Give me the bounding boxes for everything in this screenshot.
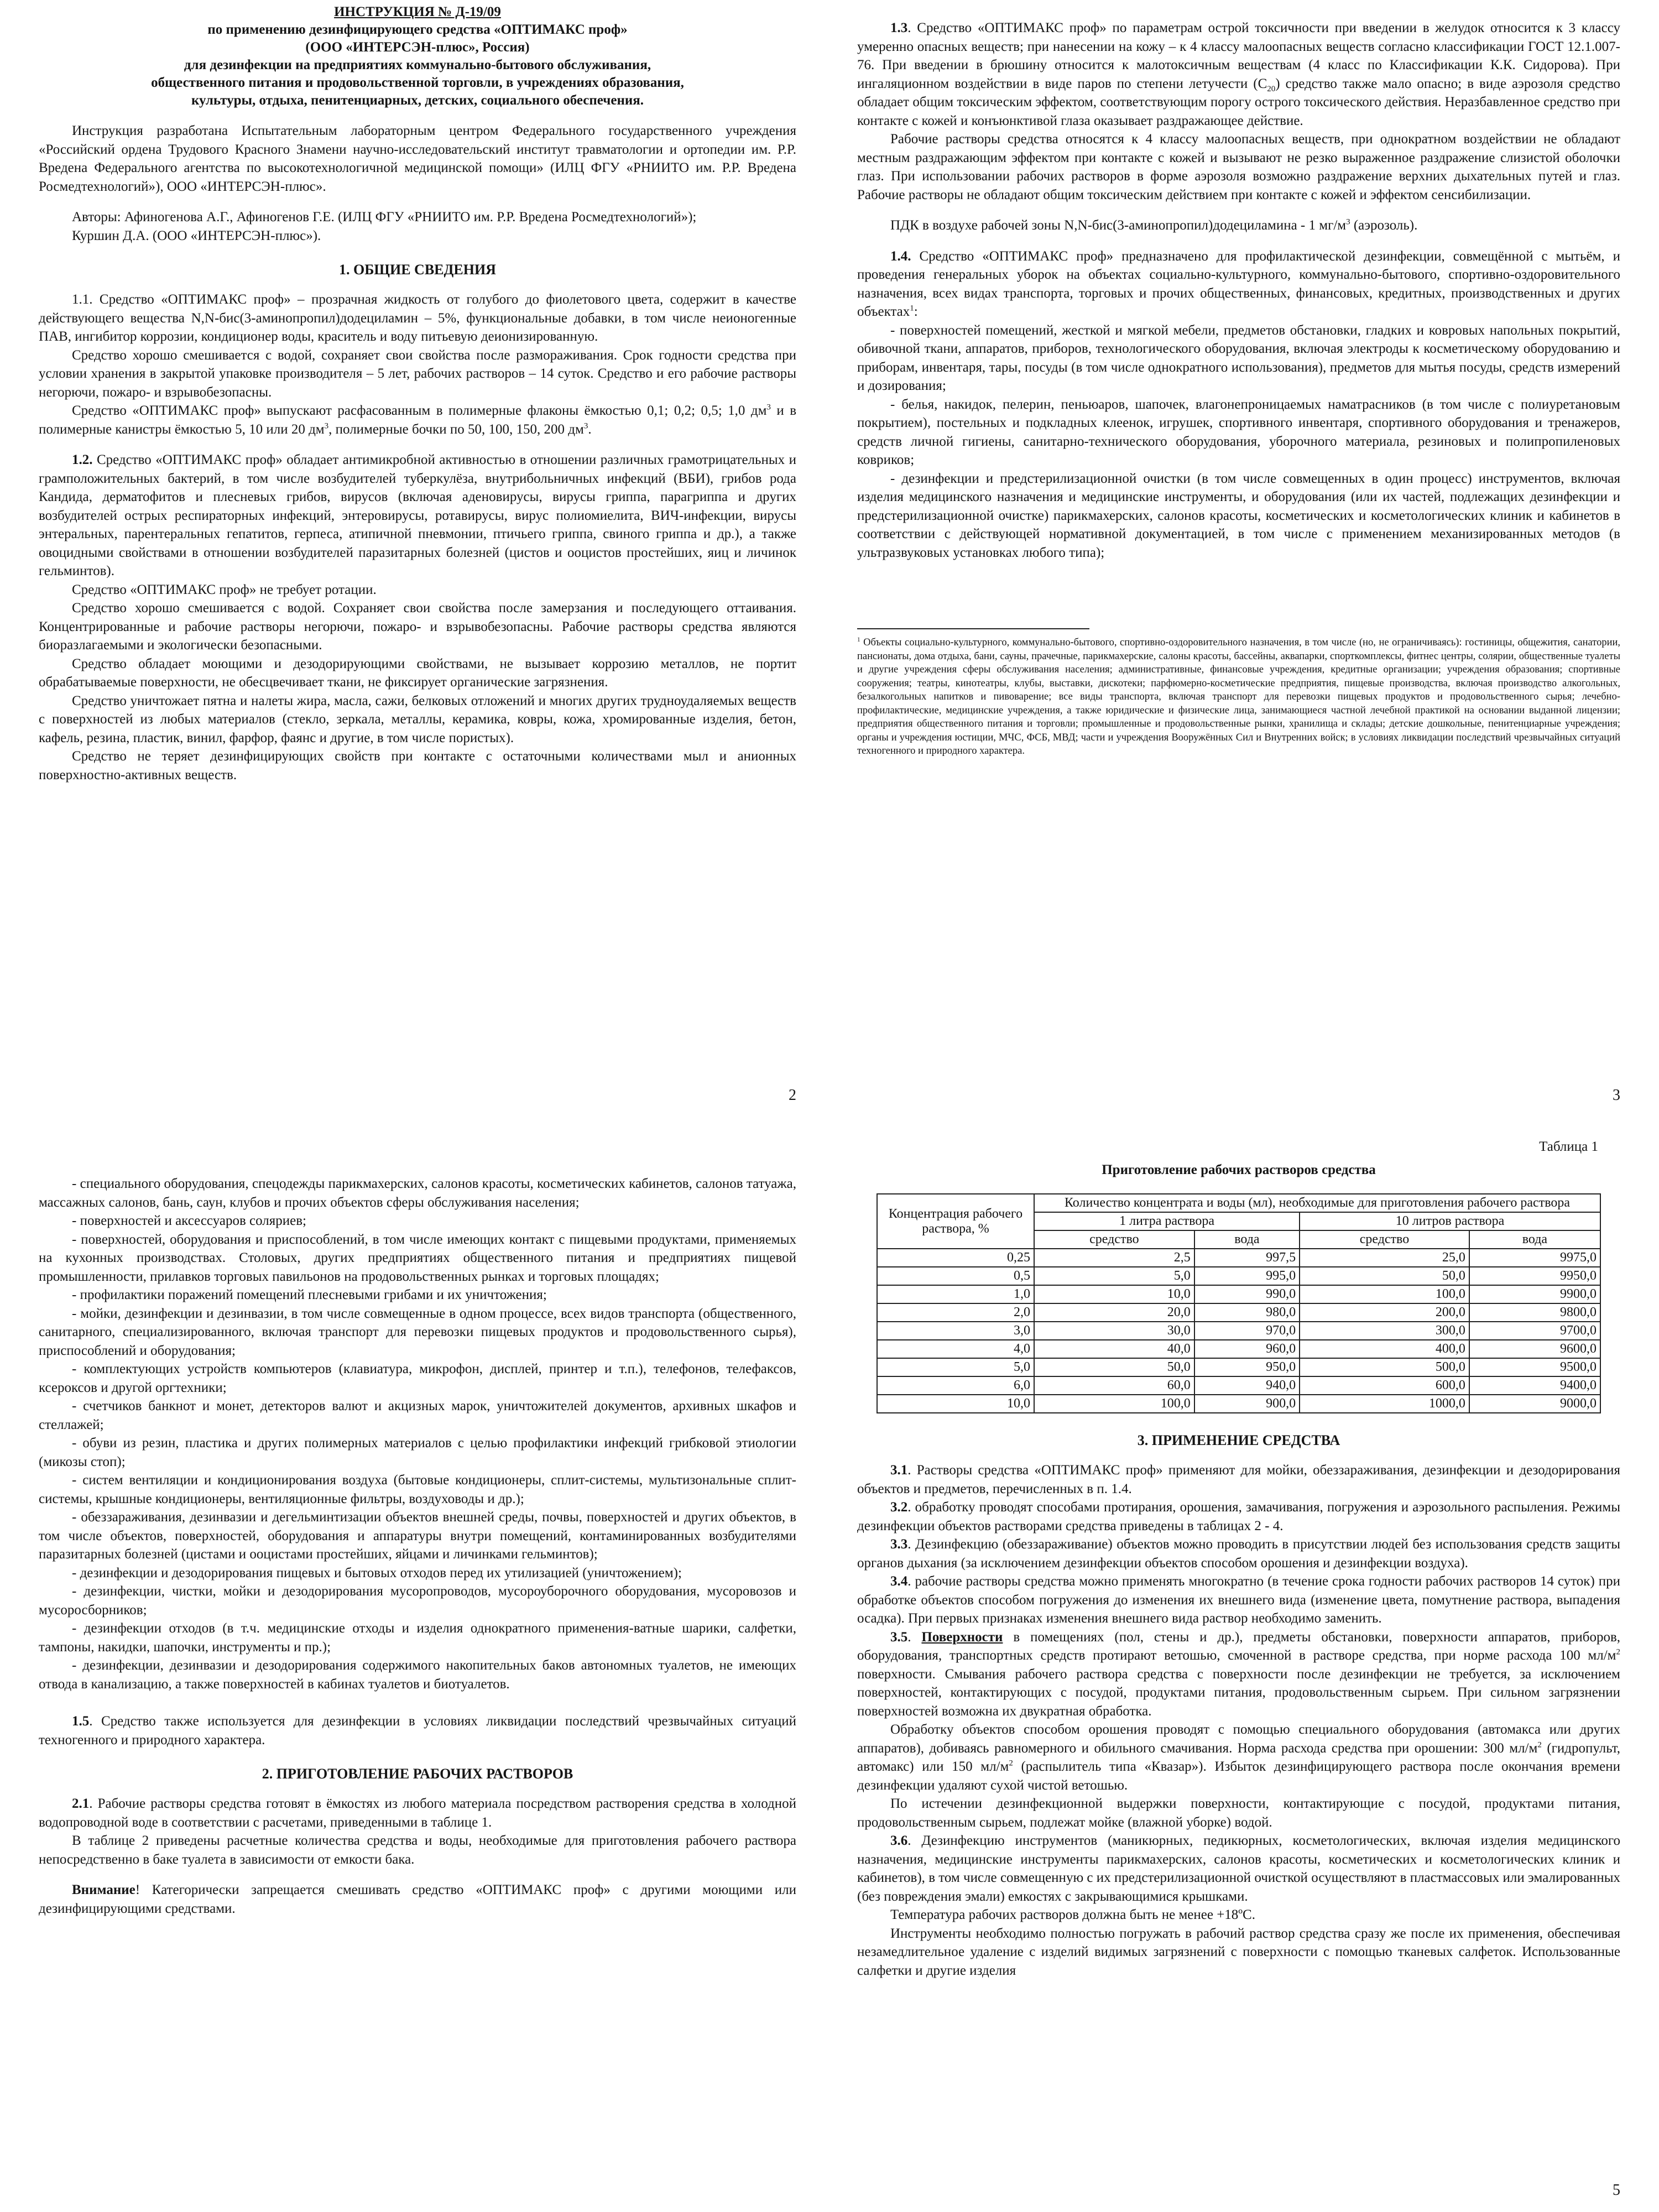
concentration-cell: 6,0 [877, 1376, 1034, 1395]
table-row [877, 1376, 1600, 1395]
quantity-cell: 980,0 [1194, 1303, 1300, 1322]
text-run: . обработку проводят способами протирания, орошения, замачивания, погружения и аэрозольного распыления. Режимы дезинфекции объектов растворами средства приведены в таблицах 2 - 4. [857, 1500, 1620, 1533]
quantity-cell: 500,0 [1300, 1358, 1469, 1376]
quantity-cell: 9400,0 [1469, 1376, 1600, 1395]
text-run: Объекты социально-культурного, коммунально-бытового, спортивно-оздоровительного назначения, в том числе (но, не ограничиваясь): гостиницы, общежития, санатории, пансионаты, дома отдыха, бани, сауны, прачечные, парикмахерские, салоны красоты, бассейны, аквапарки, спорткомплексы, фитнес центры, солярии, общественные туалеты и другие учреждения сферы обслуживания населения; административные, финансовые учреждения, кредитные организации; учреждения образования; спортивные сооружения; театры, кинотеатры, клубы, выставки, дискотеки; парфюмерно-косметические предприятия, пищевые производства, включая производство алкогольных, безалкогольных напитков и пивоварение; все виды транспорта, включая транспорт для перевозки пищевых продуктов и продовольственного сырья; лечебно-профилактические, медицинские учреждения, а также юридические и физические лица, занимающиеся частной лечебной практикой на основании выданной лицензии; предприятия общественного питания и торговли; промышленные и продовольственные рынки, хранилища и склады; детские дошкольные, пенитенциарные учреждения; органы и учреждения юстиции, МЧС, ФСБ, МВД; части и учреждения Вооружённых Сил и Внутренних войск; в условиях ликвидации последствий чрезвычайных ситуаций техногенного и природного характера. [857, 637, 1620, 757]
paragraph: 3.5. Поверхности в помещениях (пол, стены и др.), предметы обстановки, поверхности аппаратов, приборов, оборудования, транспортных средств протирают ветошью, смоченной в растворе средства, при норме расхода 100 $мл/м^2$ поверхности. Смывания рабочего раствора средства с поверхности после дезинфекции не требуется, за исключением поверхностей, контактирующих с посудой, продуктами питания, продовольственным сырьем. При сильном загрязнении поверхностей возможна их двукратная обработка. [857, 1629, 1620, 1719]
quantity-cell: 900,0 [1194, 1395, 1300, 1413]
paragraph: По истечении дезинфекционной выдержки поверхности, контактирующие с посудой, продуктами питания, продовольственным сырьем, подлежат мойке (влажной уборке) водой. [857, 1796, 1620, 1830]
quantity-cell: 20,0 [1034, 1303, 1194, 1322]
table-row [877, 1358, 1600, 1376]
list-item: - белья, накидок, пелерин, пеньюаров, шапочек, влагонепроницаемых наматрасников (в том числе с полиуретановым покрытием), постельных и подкладных клеенок, игрушек, спортивного инвентаря, спортивного оборудования и тренажеров, средств личной гигиены, санитарно-технического оборудования, уборочного материала, резиновых и полипропиленовых ковриков; [857, 397, 1620, 467]
title-line: по применению дезинфицирующего средства «ОПТИМАКС проф» [207, 22, 628, 37]
header-10l: 10 литров раствора [1300, 1212, 1600, 1230]
clause-number: 3.4 [890, 1574, 908, 1589]
superscript: 2 [1537, 1740, 1542, 1750]
quantity-cell: 400,0 [1300, 1340, 1469, 1358]
text-run: Средство «ОПТИМАКС проф» обладает антимикробной активностью в отношении различных грамотрицательных и грамположительных бактерий, в том числе возбудителей туберкулёза, внутрибольничных инфекций (ВБИ), грибов рода Кандида, дерматофитов и плесневых грибов, вирусов (включая аденовирусы, вирусы гриппа, парагриппа и других возбудителей острых респираторных инфекций, энтеровирусы, ротавирусы, вирус полиомиелита, ВИЧ-инфекции, вирусы энтеральных, парентеральных гепатитов, герпеса, атипичной пневмонии, птичьего гриппа, свиного гриппа и др.), а также овоцидными свойствами в отношении возбудителей паразитарных болезней (цистов и ооцистов простейших, яиц и личинок гельминтов). [39, 452, 796, 578]
quantity-cell: 100,0 [1300, 1285, 1469, 1303]
quantity-cell: 600,0 [1300, 1376, 1469, 1395]
text-run: (аэрозоль). [1350, 218, 1418, 233]
table-label: Таблица 1 [1539, 1139, 1598, 1154]
table-row [877, 1303, 1600, 1322]
text-run: . Растворы средства «ОПТИМАКС проф» применяют для мойки, обеззараживания, дезинфекции и дезодорирования объектов и предметов, перечисленных в п. 1.4. [857, 1463, 1620, 1496]
superscript: 3 [766, 403, 771, 412]
quantity-cell: 9900,0 [1469, 1285, 1600, 1303]
paragraph: Средство хорошо смешивается с водой. Сохраняет свои свойства после замерзания и последующего оттаивания. Концентрированные и рабочие растворы негорючи, пожаро- и взрывобезопасны. Рабочие растворы средства являются биоразлагаемыми и экологически безопасными. [39, 601, 796, 653]
table-row [877, 1340, 1600, 1358]
clause-number: 1.5 [72, 1714, 90, 1729]
concentration-cell: 0,5 [877, 1267, 1034, 1285]
header-agent: средство [1034, 1230, 1194, 1249]
header-1l: 1 литра раствора [1034, 1212, 1300, 1230]
concentration-cell: 10,0 [877, 1395, 1034, 1413]
table-row [877, 1267, 1600, 1285]
clause-number: 3.3 [890, 1537, 908, 1552]
paragraph: Температура рабочих растворов должна быть не менее +18ºС. [890, 1907, 1255, 1922]
text-run: ПДК в воздухе рабочей зоны N,N-бис(3-аминопропил)додециламина - 1 мг/м [890, 218, 1347, 233]
quantity-cell: 970,0 [1194, 1322, 1300, 1340]
table-title: Приготовление рабочих растворов средства [1102, 1162, 1376, 1177]
title-line: (ООО «ИНТЕРСЭН-плюс», Россия) [305, 40, 530, 55]
quantity-cell: 960,0 [1194, 1340, 1300, 1358]
list-item: - систем вентиляции и кондиционирования воздуха (бытовые кондиционеры, сплит-системы, мультизональные сплит-системы, крышные кондиционеры, вентиляционные фильтры, воздуховоды и др.); [39, 1473, 796, 1506]
table-row [877, 1249, 1600, 1267]
clause-number: 3.2 [890, 1500, 908, 1515]
paragraph [857, 1535, 1620, 1572]
concentration-cell: 3,0 [877, 1322, 1034, 1340]
header-water: вода [1194, 1230, 1300, 1249]
header-agent: средство [1300, 1230, 1469, 1249]
quantity-cell: 300,0 [1300, 1322, 1469, 1340]
clause-number: 3.6 [890, 1833, 908, 1848]
concentration-cell: 4,0 [877, 1340, 1034, 1358]
footnote [857, 636, 1620, 758]
table-row [877, 1395, 1600, 1413]
paragraph [39, 401, 796, 439]
section-heading: 1. ОБЩИЕ СВЕДЕНИЯ [339, 262, 496, 278]
paragraph [857, 1461, 1620, 1498]
page-3 [857, 0, 1620, 1123]
quantity-cell: 25,0 [1300, 1249, 1469, 1267]
page-4 [39, 1139, 796, 2212]
quantity-cell: 1000,0 [1300, 1395, 1469, 1413]
quantity-cell: 9700,0 [1469, 1322, 1600, 1340]
text-run: ) средство также мало опасно; в виде аэрозоля средство обладает общим токсическим эффектом, соответствующим порогу острого токсического действия. Неразбавленное средство при контакте с кожей и конъюнктивой глаза оказывает раздражающее действие. [857, 76, 1621, 128]
paragraph [857, 1572, 1620, 1628]
quantity-cell: 950,0 [1194, 1358, 1300, 1376]
header-water: вода [1469, 1230, 1600, 1249]
clause-number: 1.4. [890, 248, 911, 264]
page-number: 3 [1613, 1087, 1620, 1104]
quantity-cell: 10,0 [1034, 1285, 1194, 1303]
list-item: - поверхностей, оборудования и приспособлений, в том числе имеющих контакт с пищевыми продуктами, применяемых на кухонных производствах. Столовых, других предприятиях общественного питания и предприятиях пищевой промышленности, прилавков торговых павильонов на продовольственных рынках и торговых площадях; [39, 1232, 796, 1284]
footnote-text [857, 636, 1620, 758]
paragraph: Средство уничтожает пятна и налеты жира, масла, сажи, белковых отложений и многих других трудноудаляемых веществ с поверхностей из любых материалов (стекло, зеркала, металлы, керамика, ковры, кожа, хромированные изделия, бетон, кафель, резина, пластик, винил, фарфор, фаянс и другие, в том числе пористых). [39, 693, 796, 745]
title-line: общественного питания и продовольственной торговли, в учреждениях образования, [151, 75, 684, 90]
table-row [877, 1285, 1600, 1303]
paragraph [857, 1498, 1620, 1535]
section-heading: 3. ПРИМЕНЕНИЕ СРЕДСТВА [1137, 1432, 1340, 1448]
page-5 [857, 1139, 1620, 2212]
list-item: - специального оборудования, спецодежды парикмахерских, салонов красоты, косметических кабинетов, салонов татуажа, массажных салонов, бань, саун, клубов и прочих объектов сферы обслуживания населения; [39, 1176, 796, 1210]
concentration-cell: 2,0 [877, 1303, 1034, 1322]
page-number: 2 [789, 1087, 796, 1104]
list-item: - дезинфекции и предстерилизационной очистки (в том числе совмещенных в один процесс) инструментов, включая изделия медицинского назначения и медицинские инструменты, и оборудования (или их частей, подлежащих дезинфекции и предстерилизационной очистке) парикмахерских, салонов красоты, косметических и косметологических клиник и кабинетов в соответствии с действующей нормативной документацией, в том числе с применением механизированных методов (в ультразвуковых установках любого типа); [857, 471, 1620, 560]
paragraph [39, 1794, 796, 1832]
footnote-rule [857, 628, 1089, 629]
text-run: . рабочие растворы средства можно применять многократно (в течение срока годности рабочих растворов 14 суток) при обработке объектов способом погружения до изменения их внешнего вида (изменение цвета, помутнение раствора, выпадения осадка). При первых признаках изменения внешнего вида раствор необходимо заменить. [857, 1574, 1620, 1626]
text-run: . Средство также используется для дезинфекции в условиях ликвидации последствий чрезвычайных ситуаций техногенного и природного характера. [39, 1714, 796, 1747]
quantity-cell: 50,0 [1300, 1267, 1469, 1285]
text-run: Средство «ОПТИМАКС проф» предназначено для профилактической дезинфекции, совмещённой с мытьём, и проведения генеральных уборок на объектах социально-культурного, коммунально-бытового, спортивно-оздоровительного назначения, всех видах транспорта, торговых и прочих общественных, финансовых, кредитных, производственных и других объектах [857, 248, 1620, 319]
text-run: , полимерные бочки по 50, 100, 150, 200 дм [328, 421, 584, 437]
text-run: . Рабочие растворы средства готовят в ёмкостях из любого материала посредством растворения средства в холодной водопроводной воде в соответствии с расчетами, приведенными в таблице 1. [39, 1796, 796, 1830]
header-concentration: Концентрация рабочего раствора, % [877, 1194, 1034, 1249]
clause-number: 1.2. [72, 452, 93, 467]
paragraph [39, 1712, 796, 1749]
paragraph: В таблице 2 приведены расчетные количества средства и воды, необходимые для приготовления рабочего раствора непосредственно в баке туалета в зависимости от емкости бака. [39, 1833, 796, 1867]
text-run: (распылитель типа «Квазар»). Избыток дезинфицирующего раствора после окончания времени дезинфекции удаляют сухой чистой ветошью. [857, 1759, 1620, 1793]
pdk-paragraph [857, 216, 1620, 235]
quantity-cell: 990,0 [1194, 1285, 1300, 1303]
list-item: - обеззараживания, дезинвазии и дегельминтизации объектов внешней среды, почвы, поверхностей и других объектов, в том числе объектов, поверхностей, оборудования и аппаратуры внутри помещений, контаминированных возбудителями паразитарных болезней (цистами и ооцистами простейших, яйцами и личинками гельминтов); [39, 1510, 796, 1562]
quantity-cell: 60,0 [1034, 1376, 1194, 1395]
clause-number: 3.1 [890, 1463, 908, 1478]
clause-number: 3.5 [890, 1629, 908, 1645]
text-run: и в полимерные канистры ёмкостью 5, 10 или 20 дм [39, 403, 796, 437]
list-item: - дезинфекции отходов (в т.ч. медицинские отходы и изделия однократного применения-ватные шарики, салфетки, тампоны, накидки, шапочки, инструменты и пр.); [39, 1621, 796, 1655]
paragraph: Средство «ОПТИМАКС проф» не требует ротации. [72, 582, 377, 597]
text-run: поверхности. Смывания рабочего раствора средства с поверхности после дезинфекции не требуется, за исключением поверхностей, контактирующих с посудой, продуктами питания, продовольственным сырьем. При сильном загрязнении поверхностей возможна их двукратная обработка. [857, 1666, 1620, 1719]
quantity-cell: 40,0 [1034, 1340, 1194, 1358]
quantity-cell: 9950,0 [1469, 1267, 1600, 1285]
text-run: . Дезинфекцию инструментов (маникюрных, педикюрных, косметологических, включая изделия медицинского назначения, медицинские инструменты парикмахерских, салонов красоты, косметических и косметологических клиник и кабинетов), в том числе совмещенную с их предстерилизационной очисткой осуществляют в пластмассовых или эмалированных (без повреждения эмали) емкостях с закрывающимися крышками. [857, 1833, 1620, 1904]
subscript: 20 [1267, 84, 1276, 93]
text-run: : [914, 304, 918, 319]
clause-number: 2.1 [72, 1796, 90, 1811]
paragraph: Инструменты необходимо полностью погружать в рабочий раствор средства сразу же после их применения, обеспечивая незамедлительное удаление с изделий видимых загрязнений с поверхности с помощью тканевых салфеток. Использованные салфетки и другие изделия [857, 1926, 1620, 1978]
concentration-cell: 0,25 [877, 1249, 1034, 1267]
footnote-mark: 1 [910, 304, 914, 313]
paragraph: 1.1. Средство «ОПТИМАКС проф» – прозрачная жидкость от голубого до фиолетового цвета, содержит в качестве действующего вещества N,N-бис(3-аминопропил)додециламин – 5%, функциональные добавки, в том числе неионогенные ПАВ, ингибитор коррозии, кондиционер воды, краситель и воду питьевую деионизированную. [39, 292, 796, 344]
clause-number: 1.3 [890, 20, 908, 35]
quantity-cell: 9000,0 [1469, 1395, 1600, 1413]
list-item: - мойки, дезинфекции и дезинвазии, в том числе совмещенные в одном процессе, всех видов транспорта (общественного, санитарного, специализированного, включая транспорт для перевозки пищевых продуктов и продовольственного сырья), приспособлений и оборудования; [39, 1306, 796, 1358]
quantity-cell: 9975,0 [1469, 1249, 1600, 1267]
paragraph [857, 1832, 1620, 1906]
paragraph [39, 451, 796, 581]
text-run: в помещениях (пол, стены и др.), предметы обстановки, поверхности аппаратов, приборов, оборудования, транспортных средств протирают ветошью, смоченной в растворе средства, при норме расхода 100 мл/м [857, 1629, 1620, 1663]
quantity-cell: 100,0 [1034, 1395, 1194, 1413]
footnote-mark: 1 [857, 636, 860, 643]
text-run: . [588, 421, 592, 437]
text-run: Средство «ОПТИМАКС проф» выпускают расфасованным в полимерные флаконы ёмкостью 0,1; 0,2; 0,5; 1,0 дм [72, 403, 767, 418]
list-item: - комплектующих устройств компьютеров (клавиатура, микрофон, дисплей, принтер и т.п.), телефонов, телефаксов, ксероксов и другой оргтехники; [39, 1361, 796, 1395]
table-row [877, 1322, 1600, 1340]
instruction-title [39, 3, 796, 109]
list-item: - дезинфекции, чистки, мойки и дезодорирования мусоропроводов, мусороуборочного оборудования, мусоровозов и мусоросборников; [39, 1584, 796, 1618]
quantity-cell: 50,0 [1034, 1358, 1194, 1376]
authors-line: Куршин Д.А. (ООО «ИНТЕРСЭН-плюс»). [72, 228, 321, 243]
underlined-term: Поверхности [921, 1629, 1003, 1645]
paragraph [857, 1720, 1620, 1794]
title-line: ИНСТРУКЦИЯ № Д-19/09 [334, 4, 501, 19]
superscript: 3 [1346, 217, 1350, 227]
superscript: 3 [324, 421, 329, 431]
list-item: - поверхностей и аксессуаров соляриев; [72, 1213, 306, 1228]
paragraph: Средство хорошо смешивается с водой, сохраняет свои свойства после размораживания. Срок годности средства при условии хранения в закрытой упаковке производителя – 5 лет, рабочих растворов – 14 суток. Средство и его рабочие растворы негорючи, пожаро- и взрывобезопасны. [39, 347, 796, 400]
paragraph [857, 247, 1620, 321]
paragraph: Рабочие растворы средства относятся к 4 классу малоопасных веществ, при однократном воздействии не обладают местным раздражающим эффектом при контакте с кожей и вызывают не резко выраженное раздражение слизистой оболочки глаз. При использовании рабочих растворов в форме аэрозоля возможно раздражение верхних дыхательных путей и глаз. Рабочие растворы не обладают общим токсическим действием при контакте с кожей и эффектом сенсибилизации. [857, 132, 1620, 202]
page-2 [39, 0, 796, 1123]
paragraph [857, 19, 1620, 130]
section-heading: 2. ПРИГОТОВЛЕНИЕ РАБОЧИХ РАСТВОРОВ [262, 1766, 573, 1782]
list-item: - поверхностей помещений, жесткой и мягкой мебели, предметов обстановки, гладких и ковровых напольных покрытий, обивочной ткани, аппаратов, приборов, технологического оборудования, включая электроды к косметическому оборудованию и приборам, инвентаря, тары, посуды (в том числе однократного использования), предметов для мытья посуды, средств измерений и дозирования; [857, 322, 1620, 393]
intro-paragraph: Инструкция разработана Испытательным лабораторным центром Федерального государственного учреждения «Российский ордена Трудового Красного Знамени научно-исследовательский институт травматологии и ортопедии им. Р.Р. Вредена Федерального агентства по высокотехнологичной медицинской помощи» (ИЛЦ ФГУ «РНИИТО им. Р.Р. Вредена Росмедтехнологий»), ООО «ИНТЕРСЭН-плюс». [39, 123, 796, 194]
quantity-cell: 940,0 [1194, 1376, 1300, 1395]
superscript: 3 [583, 421, 588, 431]
preparation-table [877, 1193, 1601, 1413]
table-body [877, 1249, 1600, 1413]
quantity-cell: 200,0 [1300, 1303, 1469, 1322]
quantity-cell: 2,5 [1034, 1249, 1194, 1267]
paragraph: Средство обладает моющими и дезодорирующими свойствами, не вызывает коррозию металлов, не портит обрабатываемые поверхности, не обесцвечивает ткани, не фиксирует органические загрязнения. [39, 656, 796, 690]
authors-line: Авторы: Афиногенова А.Г., Афиногенов Г.Е. (ИЛЦ ФГУ «РНИИТО им. Р.Р. Вредена Росмедтехнологий»); [72, 210, 697, 225]
list-item: - профилактики поражений помещений плесневыми грибами и их уничтожения; [72, 1287, 547, 1302]
quantity-cell: 9800,0 [1469, 1303, 1600, 1322]
title-line: культуры, отдыха, пенитенциарных, детских, социального обеспечения. [191, 93, 644, 108]
header-quantity: Количество концентрата и воды (мл), необходимые для приготовления рабочего раствора [1034, 1194, 1600, 1212]
warning-label: Внимание [72, 1882, 135, 1897]
quantity-cell: 30,0 [1034, 1322, 1194, 1340]
warning-paragraph [39, 1881, 796, 1918]
list-item: - счетчиков банкнот и монет, детекторов валют и акцизных марок, уничтожителей документов, архивных шкафов и стеллажей; [39, 1399, 796, 1432]
text-run: . Средство «ОПТИМАКС проф» по параметрам острой токсичности при введении в желудок относится к 3 классу умеренно опасных веществ; при нанесении на кожу – к 4 классу малоопасных веществ согласно классификации ГОСТ 12.1.007-76. При введении в брюшину относится к малотоксичным веществам (4 класс по Классификации К.К. Сидорова). При ингаляционном воздействии в виде паров по степени летучести (С [857, 20, 1620, 91]
quantity-cell: 995,0 [1194, 1267, 1300, 1285]
quantity-cell: 9500,0 [1469, 1358, 1600, 1376]
text-run: . Дезинфекцию (обеззараживание) объектов можно проводить в присутствии людей без использования средств защиты органов дыхания (за исключением дезинфекции объектов способом орошения и дезинфекции воздуха). [857, 1537, 1620, 1571]
list-item: - дезинфекции и дезодорирования пищевых и бытовых отходов перед их утилизацией (уничтожением); [72, 1565, 682, 1580]
text-run: ! Категорически запрещается смешивать средство «ОПТИМАКС проф» с другими моющими или дезинфицирующими средствами. [39, 1882, 796, 1916]
list-item: - обуви из резин, пластика и других полимерных материалов с целью профилактики инфекций грибковой этиологии (микозы стоп); [39, 1436, 796, 1469]
title-line: для дезинфекции на предприятиях коммунально-бытового обслуживания, [184, 58, 651, 72]
page-number: 5 [1613, 2182, 1620, 2199]
superscript: 2 [1616, 1647, 1620, 1657]
quantity-cell: 5,0 [1034, 1267, 1194, 1285]
text-run: Обработку объектов способом орошения проводят с помощью специального оборудования (автомакса или других аппаратов), добиваясь равномерного и обильного смачивания. Норма расхода средства при орошении: 300 мл/м [857, 1722, 1620, 1756]
quantity-cell: 9600,0 [1469, 1340, 1600, 1358]
text-run: (гидропульт, автомакс) или 150 мл/м [857, 1740, 1620, 1774]
quantity-cell: 997,5 [1194, 1249, 1300, 1267]
superscript: 2 [1009, 1759, 1013, 1768]
concentration-cell: 1,0 [877, 1285, 1034, 1303]
paragraph: Средство не теряет дезинфицирующих свойств при контакте с остаточными количествами мыл и анионных поверхностно-активных веществ. [39, 749, 796, 782]
concentration-cell: 5,0 [877, 1358, 1034, 1376]
list-item: - дезинфекции, дезинвазии и дезодорирования содержимого накопительных баков автономных туалетов, не имеющих отвода в канализацию, а также поверхностей в кабинах туалетов и биотуалетов. [39, 1658, 796, 1692]
